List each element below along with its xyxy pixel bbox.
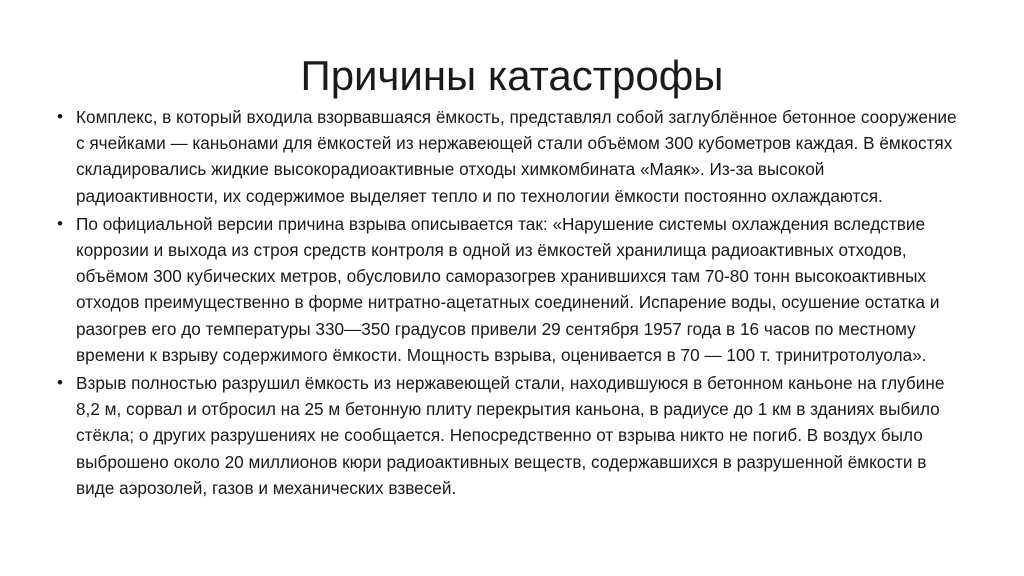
bullet-marker: • xyxy=(57,107,63,126)
bullet-marker: • xyxy=(57,373,63,393)
bullet-item-1 xyxy=(56,104,968,209)
bullet-text: Взрыв полностью разрушил ёмкость из нержавеющей стали, находившуюся в бетонном каньоне на глубине 8,2 м, сорвал и отбросил на 25 м бетонную плиту перекрытия каньона, в радиусе до 1 км в зданиях выбило стёкла; о других разрушениях не сообщается. Непосредственно от взрыва никто не погиб. В воздух было выброшено около 20 миллионов кюри радиоактивных веществ, содержавшихся в разрушенной ёмкости в виде аэрозолей, газов и механических взвесей. xyxy=(76,373,945,498)
bullet-text: По официальной версии причина взрыва описывается так: «Нарушение системы охлаждения вследствие коррозии и выхода из строя средств контроля в одной из ёмкостей хранилища радиоактивных отходов, объёмом 300 кубических метров, обусловило саморазогрев хранившихся там 70-80 тонн высокоактивных отходов преимущественно в форме нитратно-ацетатных соединений. Испарение воды, осушение остатка и разогрев его до температуры 330—350 градусов привели 29 сентября 1957 года в 16 часов по местному времени к взрыву содержимого ёмкости. Мощность взрыва, оценивается в 70 — 100 т. тринитротолуола». xyxy=(76,213,940,365)
bullet-marker: • xyxy=(57,213,63,233)
bullet-item-3 xyxy=(56,370,968,501)
bullet-item-2 xyxy=(56,211,968,368)
slide-title: Причины катастрофы xyxy=(300,52,724,99)
bullet-list xyxy=(56,104,968,503)
bullet-text: Комплекс, в который входила взорвавшаяся ёмкость, представлял собой заглублённое бетонное сооружение с ячейками — каньонами для ёмкостей из нержавеющей стали объёмом 300 кубометров каждая. В ёмкостях складировались жидкие высокорадиоактивные отходы химкомбината «Маяк». Из-за высокой радиоактивности, их содержимое выделяет тепло и по технологии ёмкости постоянно охлаждаются. xyxy=(76,107,957,206)
